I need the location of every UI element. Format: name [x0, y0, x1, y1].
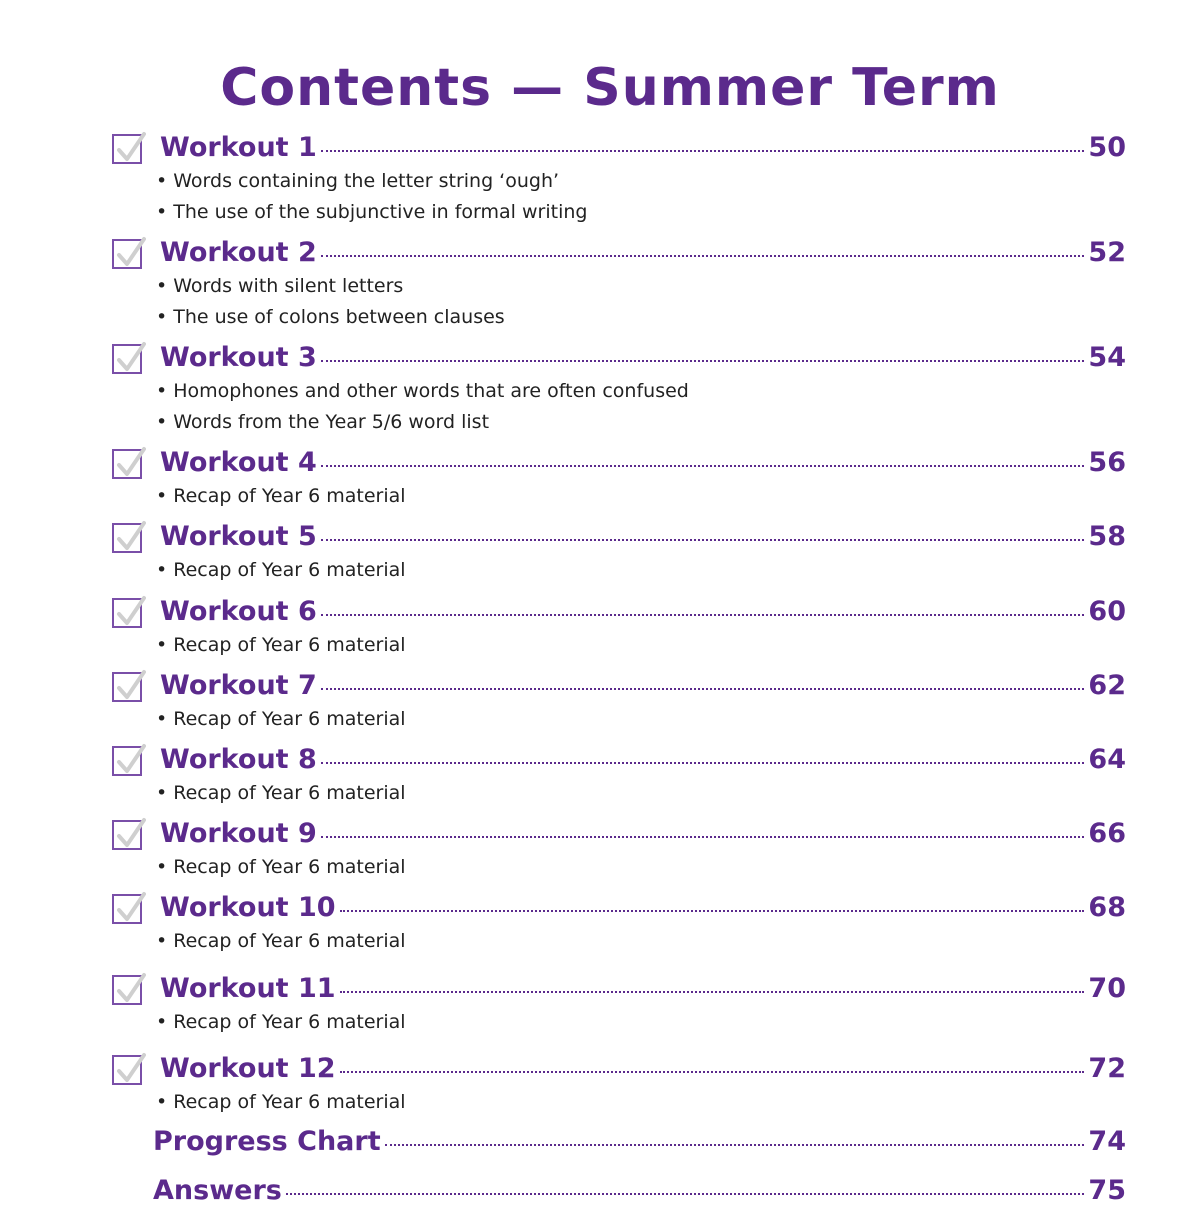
entry-title: Workout 4 [160, 447, 317, 478]
entry-title: Workout 2 [160, 237, 317, 268]
page-number: 50 [1088, 132, 1126, 163]
page-number: 74 [1088, 1126, 1126, 1157]
contents-entry[interactable] [112, 1175, 1126, 1209]
contents-entry[interactable] [112, 670, 1126, 735]
dot-leader [321, 360, 1085, 362]
checkbox-tick-icon[interactable] [112, 449, 142, 479]
dot-leader [321, 762, 1085, 764]
topic-item: • Words with silent letters [156, 275, 404, 297]
checkbox-tick-icon[interactable] [112, 672, 142, 702]
dot-leader [385, 1144, 1085, 1146]
topic-item: • Recap of Year 6 material [156, 1011, 406, 1033]
dot-leader [321, 614, 1085, 616]
checkbox-tick-icon[interactable] [112, 344, 142, 374]
dot-leader [321, 836, 1085, 838]
topic-item: • Recap of Year 6 material [156, 782, 406, 804]
contents-entry[interactable] [112, 132, 1126, 228]
page-number: 54 [1088, 342, 1126, 373]
dot-leader [321, 150, 1085, 152]
checkbox-tick-icon[interactable] [112, 820, 142, 850]
page-number: 52 [1088, 237, 1126, 268]
topic-item: • Recap of Year 6 material [156, 856, 406, 878]
contents-entry[interactable] [112, 818, 1126, 883]
topic-item: • Recap of Year 6 material [156, 708, 406, 730]
dot-leader [340, 910, 1085, 912]
contents-entry[interactable] [112, 1126, 1126, 1160]
page-title: Contents — Summer Term [220, 58, 1000, 118]
contents-entry[interactable] [112, 521, 1126, 586]
page-number: 72 [1088, 1053, 1126, 1084]
entry-title: Workout 8 [160, 744, 317, 775]
topic-item: • Recap of Year 6 material [156, 634, 406, 656]
contents-entry[interactable] [112, 342, 1126, 438]
contents-entry[interactable] [112, 744, 1126, 809]
dot-leader [340, 991, 1085, 993]
topic-item: • Recap of Year 6 material [156, 1091, 406, 1113]
entry-title: Workout 6 [160, 596, 317, 627]
topic-item: • Words from the Year 5/6 word list [156, 411, 490, 433]
checkbox-tick-icon[interactable] [112, 1055, 142, 1085]
topic-item: • Recap of Year 6 material [156, 930, 406, 952]
page-number: 60 [1088, 596, 1126, 627]
topic-item: • Words containing the letter string ‘ough’ [156, 170, 560, 192]
entry-title: Workout 3 [160, 342, 317, 373]
dot-leader [321, 688, 1085, 690]
dot-leader [321, 465, 1085, 467]
contents-entry[interactable] [112, 973, 1126, 1038]
page-number: 75 [1088, 1175, 1126, 1206]
checkbox-tick-icon[interactable] [112, 239, 142, 269]
checkbox-tick-icon[interactable] [112, 894, 142, 924]
dot-leader [321, 539, 1085, 541]
page-number: 58 [1088, 521, 1126, 552]
topic-item: • Recap of Year 6 material [156, 485, 406, 507]
checkbox-tick-icon[interactable] [112, 598, 142, 628]
checkbox-tick-icon[interactable] [112, 523, 142, 553]
dot-leader [340, 1071, 1085, 1073]
entry-title: Workout 11 [160, 973, 336, 1004]
entry-title: Workout 9 [160, 818, 317, 849]
contents-entry[interactable] [112, 892, 1126, 957]
dot-leader [286, 1193, 1085, 1195]
entry-title: Answers [153, 1175, 282, 1206]
entry-title: Workout 1 [160, 132, 317, 163]
entry-title: Workout 10 [160, 892, 336, 923]
contents-entry[interactable] [112, 596, 1126, 661]
topic-item: • The use of the subjunctive in formal writing [156, 201, 588, 223]
page-number: 66 [1088, 818, 1126, 849]
checkbox-tick-icon[interactable] [112, 134, 142, 164]
topic-item: • Recap of Year 6 material [156, 559, 406, 581]
entry-title: Workout 5 [160, 521, 317, 552]
page-number: 64 [1088, 744, 1126, 775]
entry-title: Workout 12 [160, 1053, 336, 1084]
page-number: 56 [1088, 447, 1126, 478]
checkbox-tick-icon[interactable] [112, 746, 142, 776]
dot-leader [321, 255, 1085, 257]
page-number: 70 [1088, 973, 1126, 1004]
topic-item: • Homophones and other words that are often confused [156, 380, 689, 402]
contents-entry[interactable] [112, 237, 1126, 333]
checkbox-tick-icon[interactable] [112, 975, 142, 1005]
page-number: 62 [1088, 670, 1126, 701]
topic-item: • The use of colons between clauses [156, 306, 505, 328]
contents-entry[interactable] [112, 447, 1126, 512]
entry-title: Progress Chart [153, 1126, 381, 1157]
page-number: 68 [1088, 892, 1126, 923]
contents-entry[interactable] [112, 1053, 1126, 1118]
entry-title: Workout 7 [160, 670, 317, 701]
